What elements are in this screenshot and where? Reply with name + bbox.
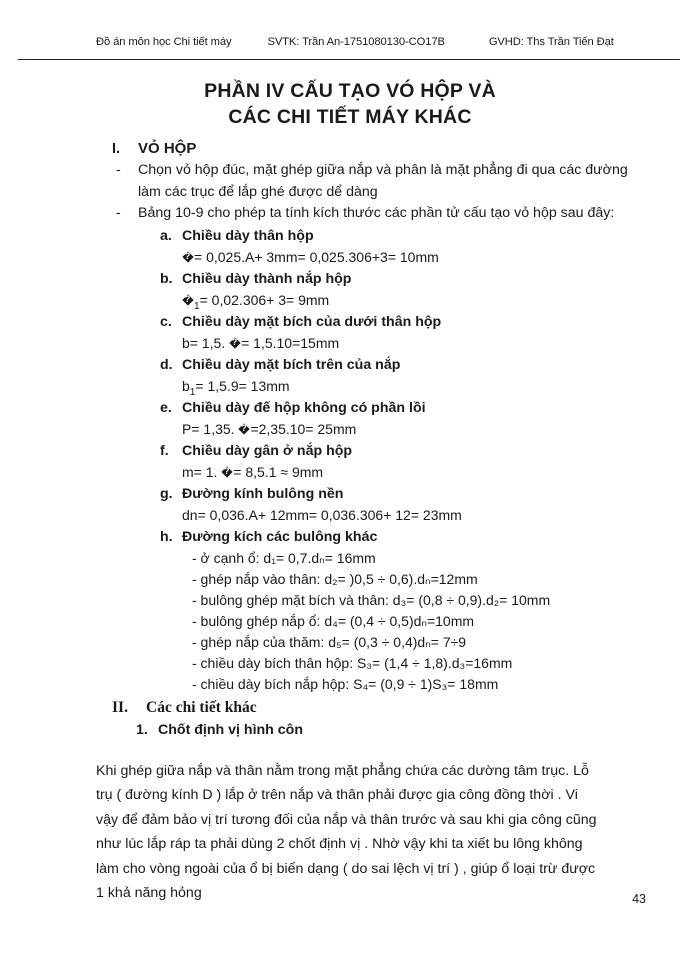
- item-b-formula: [182, 290, 700, 311]
- closing-paragraph: [96, 759, 644, 906]
- formula-prefix: m= 1.: [182, 463, 222, 480]
- missing-glyph-icon: [238, 424, 249, 435]
- subsection-marker: 1.: [136, 721, 148, 738]
- item-a-formula: [182, 247, 700, 268]
- bullet-text: [138, 160, 700, 203]
- paragraph-line: làm cho vòng ngoài của ổ bị biến dạng ( do sai lệch vị trí ) , giúp ổ loại trừ được: [96, 860, 596, 877]
- sublist-line: - bulông ghép nắp ổ: d₄= (0,4 ÷ 0,5)dₙ=10mm: [192, 612, 475, 629]
- item-label: Chiều dày mặt bích trên của nắp: [182, 356, 401, 373]
- item-marker: f.: [160, 442, 169, 459]
- formula-suffix: =2,35.10= 25mm: [250, 420, 357, 437]
- item-label: Chiều dày mặt bích của dưới thân hộp: [182, 313, 442, 330]
- missing-glyph-icon: [221, 467, 232, 478]
- formula-line: dn= 0,036.A+ 12mm= 0,036.306+ 12= 23mm: [182, 506, 462, 523]
- header-student-info: SVTK: Trần An-1751080130-CO17B: [267, 36, 445, 48]
- formula-line: [182, 333, 700, 354]
- section-one-heading: [0, 138, 700, 160]
- item-marker: c.: [160, 313, 172, 330]
- item-label: Chiều dày thân hộp: [182, 227, 314, 244]
- list-item: [160, 527, 700, 695]
- sublist-line: - chiều dày bích nắp hộp: S₄= (0,9 ÷ 1)S₃= 18mm: [192, 675, 499, 692]
- item-h-heading: [160, 527, 700, 548]
- bullet-dash-marker: -: [116, 162, 121, 178]
- item-marker: e.: [160, 399, 172, 416]
- item-d-formula: [182, 376, 700, 397]
- item-label: Đường kính bulông nền: [182, 485, 344, 502]
- item-f-formula: [182, 462, 700, 483]
- page-title-line-2: CÁC CHI TIẾT MÁY KHÁC: [228, 106, 472, 128]
- paragraph-line: như lúc lắp ráp ta phải dùng 2 chốt định vị . Nhờ vậy khi ta xiết bu lông không: [96, 836, 583, 852]
- item-e-heading: [160, 398, 700, 419]
- paragraph-line: 1 khả năng hỏng: [96, 885, 202, 901]
- list-item: [160, 226, 700, 268]
- bullet-2-line-2: đây:: [587, 205, 615, 221]
- header-divider-rule: [18, 59, 680, 60]
- page-title: [0, 78, 700, 130]
- sublist-line: - ghép nắp vào thân: d₂= )0,5 ÷ 0,6).dₙ=12mm: [192, 570, 478, 587]
- paragraph-line: Khi ghép giữa nắp và thân nằm trong mặt phẳng chứa các dường tâm trục. Lỗ: [96, 762, 589, 779]
- item-marker: g.: [160, 485, 173, 502]
- header-course-title: Đồ án môn học Chi tiết máy: [96, 36, 232, 48]
- paragraph-line: trụ ( đường kính D ) lắp ở trên nắp và thân phải được gia công đồng thời . Vi: [96, 787, 578, 803]
- section-two-title: Các chi tiết khác: [146, 698, 257, 716]
- item-label: Chiều dày thành nắp hộp: [182, 270, 352, 287]
- item-c-heading: [160, 312, 700, 333]
- item-label: Đường kích các bulông khác: [182, 528, 378, 545]
- section-one-numeral: I.: [112, 141, 121, 157]
- list-item: [160, 398, 700, 440]
- formula-line: [182, 247, 700, 268]
- formula-suffix: = 8,5.1 ≈ 9mm: [233, 463, 324, 480]
- bullet-text: [138, 203, 700, 225]
- section-one-title: VỎ HỘP: [138, 140, 197, 157]
- subsection-title: Chốt định vị hình côn: [158, 721, 304, 738]
- section-one-bullet-2: [112, 203, 700, 225]
- item-marker: h.: [160, 528, 173, 545]
- item-marker: a.: [160, 227, 172, 244]
- formula-suffix: = 0,02.306+ 3= 9mm: [199, 291, 330, 308]
- page-number: 43: [632, 892, 646, 906]
- formula-prefix: b: [182, 377, 190, 394]
- sublist-line: - ở cạnh ổ: d₁= 0,7.dₙ= 16mm: [192, 549, 376, 566]
- item-c-formula: [182, 333, 700, 354]
- page-title-line-1: PHẦN IV CẤU TẠO VÓ HỘP VÀ: [204, 80, 496, 102]
- item-label: Chiều dày đế hộp không có phần lồi: [182, 399, 426, 416]
- formula-subscript: 1: [194, 300, 200, 312]
- section-one-bullet-1: [112, 160, 700, 203]
- document-body: [0, 78, 700, 906]
- paragraph-line: vậy để đảm bảo vị trí tương đối của nắp và thân trước và sau khi gia công cũng: [96, 811, 597, 828]
- bullet-1-line-2: đường làm các trục để lắp ghé được dể dàng: [138, 162, 628, 200]
- item-h-sublist: [182, 548, 700, 695]
- item-a-heading: [160, 226, 700, 247]
- item-b-heading: [160, 269, 700, 290]
- bullet-1-line-1: Chọn vỏ hộp đúc, mặt ghép giữa nắp và phân là mặt phẳng đi qua các: [138, 162, 582, 178]
- formula-subscript: 1: [189, 386, 196, 398]
- formula-suffix: = 1,5.10=15mm: [241, 334, 340, 351]
- item-label: Chiều dày gân ở nắp hộp: [182, 442, 353, 459]
- item-marker: b.: [160, 270, 173, 287]
- formula-prefix: P= 1,35.: [182, 420, 239, 437]
- list-item: [160, 269, 700, 311]
- bullet-2-line-1: Bảng 10-9 cho phép ta tính kích thước các phần tử cấu tạo vỏ hộp sau: [138, 205, 584, 221]
- section-two-heading: [112, 697, 700, 719]
- list-item: [160, 441, 700, 483]
- item-d-heading: [160, 355, 700, 376]
- bullet-dash-marker: -: [116, 205, 121, 221]
- formula-line: [182, 376, 700, 397]
- missing-glyph-icon: [229, 338, 240, 349]
- missing-glyph-icon: [182, 295, 193, 306]
- document-header: [0, 36, 700, 48]
- header-advisor-info: GVHD: Ths Trần Tiến Đạt: [488, 36, 614, 48]
- formula-line: [182, 290, 700, 311]
- sublist-line: - ghép nắp của thăm: d₅= (0,3 ÷ 0,4)dₙ= 7÷9: [192, 633, 467, 650]
- formula-prefix: b= 1,5.: [182, 334, 230, 351]
- section-two-numeral: II.: [112, 698, 128, 716]
- formula-line: [182, 419, 700, 440]
- item-f-heading: [160, 441, 700, 462]
- item-g-heading: [160, 484, 700, 505]
- formula-line: [182, 462, 700, 483]
- list-item: [160, 484, 700, 526]
- list-item: [160, 355, 700, 397]
- missing-glyph-icon: [182, 252, 193, 263]
- formula-suffix: = 0,025.A+ 3mm= 0,025.306+3= 10mm: [194, 248, 439, 265]
- sublist-line: - chiều dày bích thân hộp: S₃= (1,4 ÷ 1,8).d₃=16mm: [192, 654, 513, 671]
- item-e-formula: [182, 419, 700, 440]
- list-item: [160, 312, 700, 354]
- section-two-subsection-heading: [136, 719, 700, 741]
- sublist-line: - bulông ghép mặt bích và thân: d₃= (0,8 ÷ 0,9).d₂= 10mm: [192, 591, 551, 608]
- item-g-formula: [182, 505, 700, 526]
- item-marker: d.: [160, 356, 173, 373]
- formula-suffix: = 1,5.9= 13mm: [195, 377, 290, 394]
